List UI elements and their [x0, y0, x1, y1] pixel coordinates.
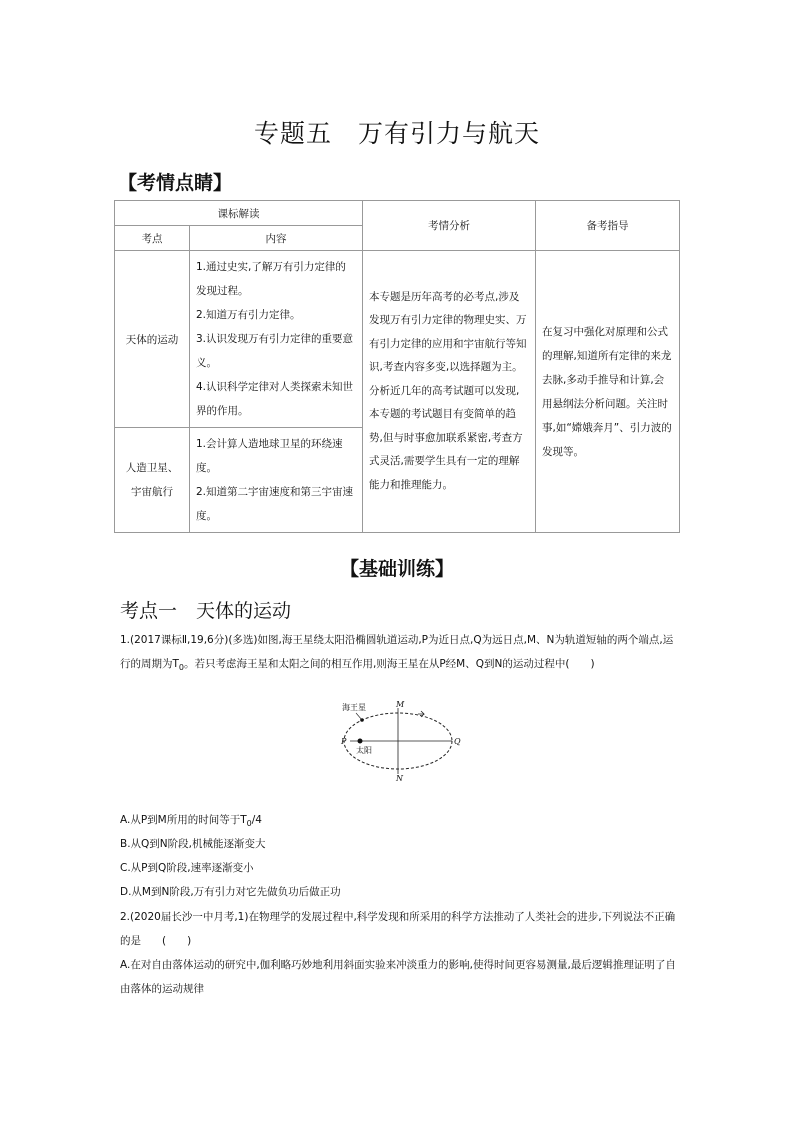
label-sun: 太阳	[356, 746, 372, 755]
label-P: P	[341, 737, 347, 746]
row2-item: 1.会计算人造地球卫星的环绕速度。	[196, 438, 343, 474]
zhidao-cell: 在复习中强化对原理和公式的理解,知道所有定律的来龙去脉,多动手推导和计算,会用悬纲法分析问题。关注时事,如“嫦娥奔月”、引力波的发现等。	[536, 251, 680, 533]
q2-option-a: A.在对自由落体运动的研究中,伽利略巧妙地利用斜面实验来冲淡重力的影响,使得时间更容易测量,最后逻辑推理证明了自由落体的运动规律	[120, 959, 676, 995]
row1-item: 4.认识科学定律对人类探索未知世界的作用。	[196, 381, 354, 417]
question-1	[120, 628, 676, 680]
row1-kaodian: 天体的运动	[115, 251, 190, 428]
label-Q: Q	[454, 737, 461, 746]
q1-option-a-subscript: 0	[246, 819, 252, 829]
row2-kaodian-line2: 宇宙航行	[131, 486, 173, 498]
header-fenxi: 考情分析	[363, 201, 536, 251]
q1-option-a-tail: /4	[251, 814, 262, 826]
section-heading-kaoqing: 【考情点睛】	[118, 172, 233, 194]
orbit-figure	[330, 700, 470, 782]
question-2: 2.(2020届长沙一中月考,1)在物理学的发展过程中,科学发现和所采用的科学方法推动了人类社会的进步,下列说法不正确的是 ( )	[120, 911, 676, 947]
fenxi-cell: 本专题是历年高考的必考点,涉及发现万有引力定律的物理史实、万有引力定律的应用和宇宙航行等知识,考查内容多变,以选择题为主。分析近几年的高考试题可以发现,本专题的考试题目有变简单的趋势,但与时事愈加联系紧密,考查方式灵活,需要学生具有一定的理解能力和推理能力。	[363, 251, 536, 533]
q1-text-b: 。若只考虑海王星和太阳之间的相互作用,则海王星在从P经M、Q到N的运动过程中( )	[184, 658, 595, 670]
section-heading-jichu: 【基础训练】	[339, 558, 454, 580]
q1-option-a-text: A.从P到M所用的时间等于T	[120, 814, 247, 826]
row1-item: 1.通过史实,了解万有引力定律的发现过程。	[196, 261, 346, 297]
q1-subscript: 0	[178, 663, 185, 673]
page-title: 专题五 万有引力与航天	[253, 119, 540, 148]
row1-item: 3.认识发现万有引力定律的重要意义。	[196, 333, 354, 369]
q1-option-d: D.从M到N阶段,万有引力对它先做负功后做正功	[120, 886, 341, 898]
planet-pointer	[356, 713, 362, 720]
kaodian-heading: 考点一 天体的运动	[120, 600, 292, 622]
row2-kaodian-line1: 人造卫星、	[125, 462, 179, 474]
row2-kaodian	[115, 428, 190, 533]
q1-option-b: B.从Q到N阶段,机械能逐渐变大	[120, 838, 266, 850]
row1-item: 2.知道万有引力定律。	[196, 309, 301, 321]
sun-dot	[358, 739, 363, 744]
q1-option-a	[120, 812, 262, 828]
row1-content	[190, 251, 363, 428]
q1-option-c: C.从P到Q阶段,速率逐渐变小	[120, 862, 254, 874]
header-kaodian: 考点	[115, 226, 190, 251]
q1-text-a: 1.(2017课标Ⅱ,19,6分)(多选)如图,海王星绕太阳沿椭圆轨道运动,P为近日点,Q为远日点,M、N为轨道短轴的两个端点,运行的周期为T	[120, 634, 674, 670]
header-neirong: 内容	[190, 226, 363, 251]
exam-analysis-table	[114, 200, 680, 533]
row2-content	[190, 428, 363, 533]
row2-item: 2.知道第二宇宙速度和第三宇宙速度。	[196, 486, 354, 522]
label-M: M	[396, 700, 405, 709]
header-zhidao: 备考指导	[536, 201, 680, 251]
header-kebiao: 课标解读	[115, 201, 363, 226]
label-N: N	[396, 774, 403, 782]
label-planet: 海王星	[342, 703, 366, 712]
